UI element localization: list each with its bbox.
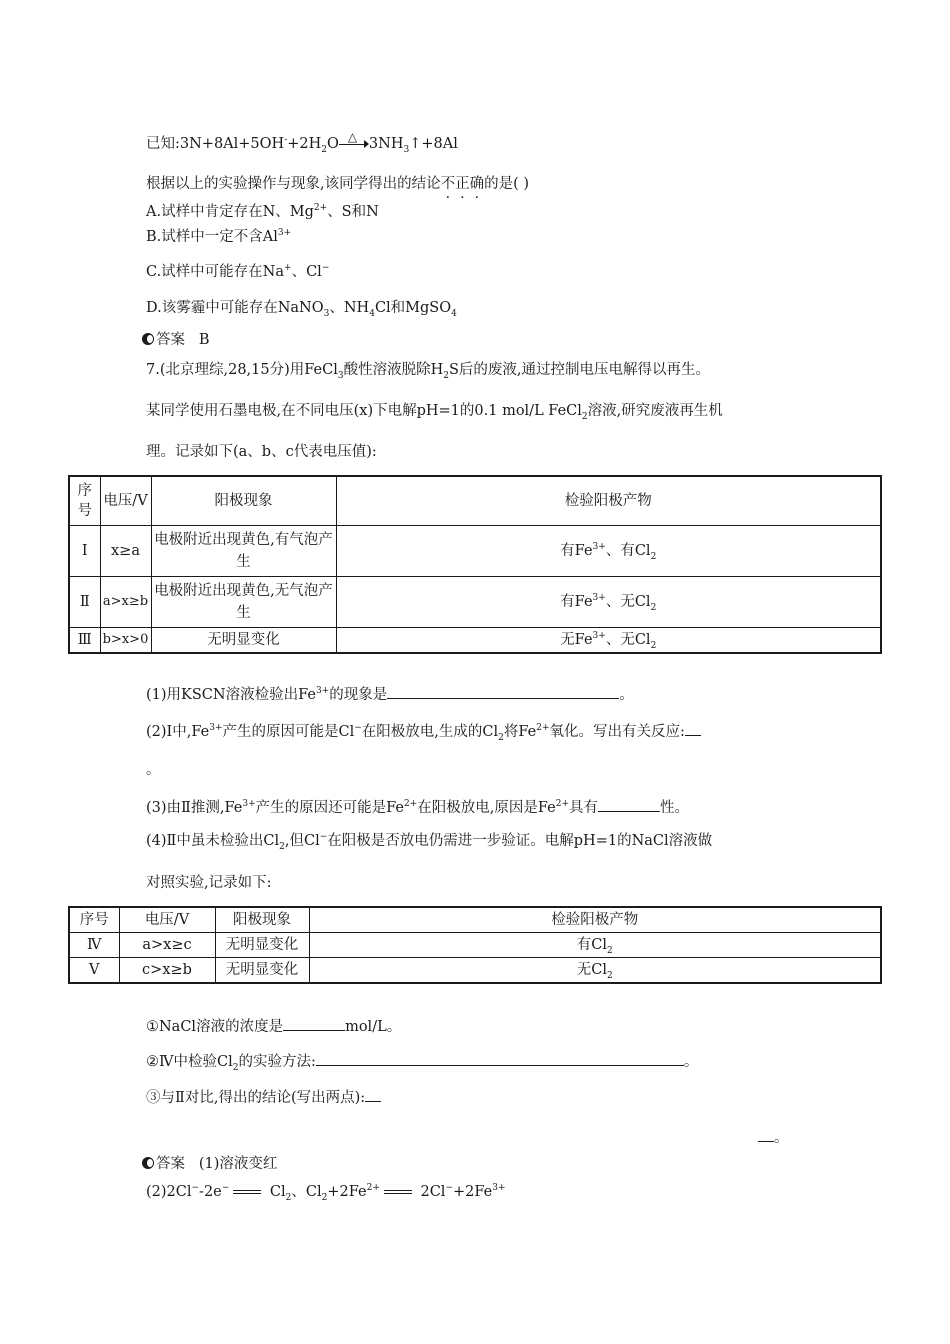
subq-4: (4)Ⅱ中虽未检验出$Cl_2$,但Cl−在阳极是否放电仍需进一步验证。电解pH=1的NaCl溶液做 [146, 832, 713, 852]
row-number: Ⅴ [69, 958, 119, 984]
q7-text: 酸性溶液脱除H [343, 362, 444, 378]
equals-sign-icon [233, 1190, 261, 1194]
voltage-cell: a>x≥b [100, 577, 151, 628]
q7-text: S后的废液,通过控制电压电解得以再生。 [448, 362, 711, 378]
voltage-cell: c>x≥b [119, 958, 215, 984]
option-sup: 2+ [313, 203, 328, 214]
answer-blank[interactable] [365, 1086, 381, 1102]
q7-text: 溶液,研究废液再生机 [587, 403, 723, 419]
product-cell: 有$Fe^{3+}$、无$Cl_2$ [336, 577, 881, 628]
subq-4-line2: 对照实验,记录如下: [146, 875, 272, 891]
answer-blank[interactable] [758, 1126, 774, 1142]
stem-text: 根据以上的实验操作与现象,该同学得出的结论 [146, 176, 441, 192]
option-sup: + [284, 263, 292, 274]
answer-blank[interactable] [598, 796, 660, 812]
answer-blank[interactable] [685, 720, 701, 736]
emphasis-char: 正 [455, 176, 470, 192]
known-label: 已知: [146, 136, 180, 152]
eq-sub: 2 [321, 144, 328, 155]
header-cell: 电压/V [100, 476, 151, 526]
header-cell: 阳极现象 [215, 907, 309, 933]
part-3: ③与Ⅱ对比,得出的结论(写出两点): [146, 1086, 381, 1108]
table-row [69, 526, 881, 577]
heat-arrow-icon [339, 130, 369, 152]
voltage-cell: b>x>0 [100, 628, 151, 654]
option-text: B.试样中一定不含Al [146, 229, 278, 245]
answer-value: B [198, 332, 210, 348]
q7-answer-equation: (2)2Cl−-2e− $Cl_2$、$Cl_2+2Fe^{2+}$ $2Cl^-+2Fe^{3+}$ [146, 1183, 506, 1203]
answer-label: 答案 [156, 1156, 185, 1172]
product-cell: 无$Cl_2$ [309, 958, 881, 984]
header-cell: 序号 [69, 476, 100, 526]
emphasis-char: 不 [440, 176, 456, 192]
q6-answer [142, 330, 209, 350]
q7-text: 某同学使用石墨电极,在不同电压(x)下电解pH=1的0.1 mol/L FeCl [146, 403, 582, 419]
q7-line1 [146, 360, 710, 380]
option-sup: 3+ [277, 228, 292, 239]
q7-answer [142, 1154, 277, 1174]
q7-sub: 2 [443, 370, 449, 381]
answer-label: 答案 [156, 332, 185, 348]
q7-sub: 2 [581, 411, 588, 422]
row-number: Ⅱ [69, 577, 100, 628]
q7-text: 7.(北京理综,28,15分)用FeCl [146, 362, 338, 378]
eq-rest: +8Al [421, 136, 458, 152]
option-c [146, 262, 329, 282]
answer-blank[interactable] [283, 1015, 345, 1031]
emphasis-char: 确 [469, 176, 485, 192]
gas-arrow: ↑ [409, 136, 422, 152]
eq-lhs: 3N+8Al+5OH [179, 136, 285, 152]
subq-1: (1)用KSCN溶液检验出$Fe^{3+}$的现象是 。 [146, 683, 634, 705]
option-a [146, 202, 379, 222]
part-3-end: 。 [758, 1126, 789, 1148]
results-table-2 [68, 906, 882, 984]
product-cell: 有$Fe^{3+}$、有$Cl_2$ [336, 526, 881, 577]
option-text: C.试样中可能存在Na [146, 264, 285, 280]
option-b [146, 227, 291, 247]
product-cell: 有$Cl_2$ [309, 933, 881, 958]
eq-sup: - [284, 135, 288, 146]
option-sub: 4 [369, 308, 375, 319]
q6-stem [146, 174, 529, 194]
stem-text: 的是( ) [484, 176, 530, 192]
eq-o: O [327, 136, 339, 152]
phenomenon-cell: 无明显变化 [215, 958, 309, 984]
answer-blank[interactable] [316, 1050, 684, 1066]
option-text: Cl和MgSO [374, 300, 452, 316]
option-text: 、NH [329, 300, 370, 316]
table-row [69, 958, 881, 984]
answer-icon [142, 1157, 154, 1169]
phenomenon-cell: 无明显变化 [215, 933, 309, 958]
header-cell: 序号 [69, 907, 119, 933]
answer-blank[interactable] [387, 683, 619, 699]
table-row [69, 577, 881, 628]
row-number: Ⅰ [69, 526, 100, 577]
subq-2: (2)Ⅰ中$,Fe^{3+}$产生的原因可能是Cl−在阳极放电,生成的$Cl_2$将$Fe^{2+}$氧化。写出有关反应: [146, 720, 701, 742]
subq-3: (3)由Ⅱ推测$,Fe^{3+}$产生的原因还可能是$Fe^{2+}$在阳极放电,原因是$Fe^{2+}$具有 性。 [146, 796, 689, 818]
eq-sub: 3 [403, 144, 410, 155]
option-sup: − [321, 263, 330, 274]
eq-rhs: 3NH [368, 136, 404, 152]
eq-mid: +2H [287, 136, 322, 152]
voltage-cell: x≥a [100, 526, 151, 577]
equals-sign-icon [384, 1190, 412, 1194]
part-1: ①NaCl溶液的浓度是 mol/L。 [146, 1015, 401, 1037]
q7-line3: 理。记录如下(a、b、c代表电压值): [146, 444, 377, 460]
table-header [69, 476, 881, 526]
part-2: ②Ⅳ中检验$Cl_2$的实验方法: 。 [146, 1050, 698, 1072]
option-text: A.试样中肯定存在N、Mg [146, 204, 314, 220]
row-number: Ⅳ [69, 933, 119, 958]
option-sub: 4 [451, 308, 457, 319]
header-cell: 检验阳极产物 [309, 907, 881, 933]
subq-2-end: 。 [146, 762, 161, 778]
option-sub: 3 [323, 308, 330, 319]
option-d [146, 298, 457, 318]
voltage-cell: a>x≥c [119, 933, 215, 958]
phenomenon-cell: 电极附近出现黄色,无气泡产生 [151, 577, 336, 628]
header-cell: 电压/V [119, 907, 215, 933]
option-text: 、S和N [327, 204, 379, 220]
product-cell: 无$Fe^{3+}$、无$Cl_2$ [336, 628, 881, 654]
option-text: D.该雾霾中可能存在NaNO [146, 300, 324, 316]
phenomenon-cell: 无明显变化 [151, 628, 336, 654]
delta-symbol: △ [347, 130, 358, 144]
known-equation [146, 130, 458, 155]
header-cell: 检验阳极产物 [336, 476, 881, 526]
answer-icon [142, 333, 154, 345]
table-row [69, 933, 881, 958]
results-table-1 [68, 475, 882, 654]
answer-value: (1)溶液变红 [198, 1156, 278, 1172]
option-text: 、Cl [291, 264, 322, 280]
row-number: Ⅲ [69, 628, 100, 654]
phenomenon-cell: 电极附近出现黄色,有气泡产生 [151, 526, 336, 577]
q7-sub: 3 [337, 370, 344, 381]
header-cell: 阳极现象 [151, 476, 336, 526]
q7-line2 [146, 401, 723, 421]
table-header [69, 907, 881, 933]
table-row [69, 628, 881, 654]
